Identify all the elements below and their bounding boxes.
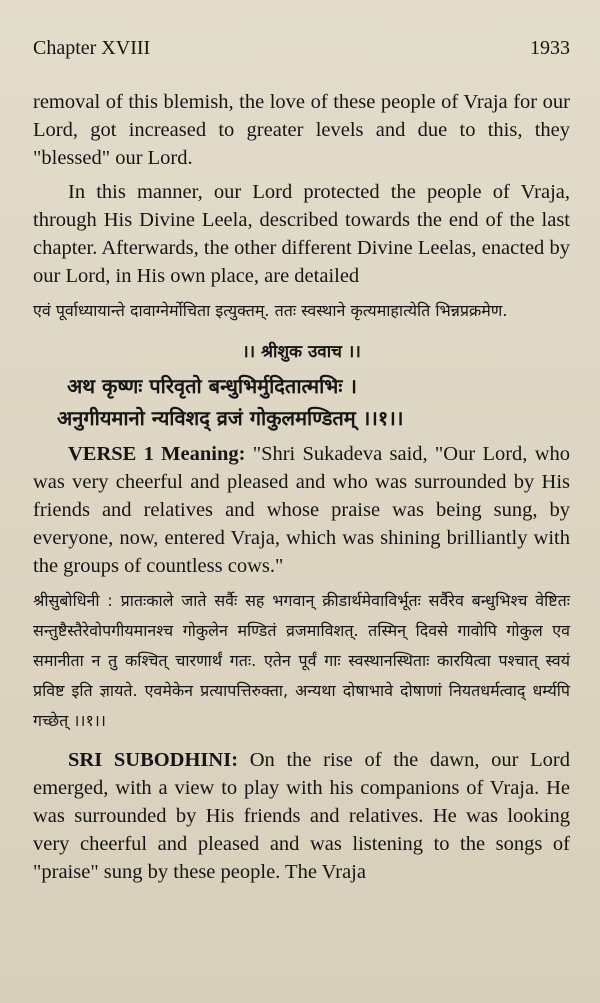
verse-meaning-text: "Shri Sukadeva said, "Our Lord, who was very cheerful and pleased and who was surrounded by His friends and relatives and whose praise was being sung, by everyone, now, entered Vraja, which was shining brilliantly with the groups of countless cows." <box>33 443 570 577</box>
subodhini-hindi-commentary: श्रीसुबोधिनी : प्रातःकाले जाते सर्वैः सह भगवान् क्रीडार्थमेवाविर्भूतः सर्वैरेव बन्धुभिश्च वेष्टितः सन्तुष्टैस्तैरेवोपगीयमानश्च गोकुलेन मण्डितं व्रजमाविशत्. तस्मिन् दिवसे गावोपि गोकुल एव समानीता न तु कश्चित् चारणार्थं गतः. एतेन पूर्वं गाः स्वस्थानस्थिताः कारयित्वा पश्चात् स्वयं प्रविष्ट इति ज्ञायते. एवमेकेन प्रत्यापत्तिरुक्ता, अन्यथा दोषाभावे दोषाणां नियतधर्मत्वाद् धर्म्यपि गच्छेत् ।।१।। <box>33 591 570 730</box>
verse-meaning-label: VERSE 1 Meaning: <box>68 443 246 465</box>
chapter-heading: Chapter XVIII <box>33 37 151 59</box>
verse-meaning-paragraph <box>33 440 570 580</box>
sanskrit-verse-line-1: अथ कृष्णः परिवृतो बन्धुभिर्मुदितात्मभिः । <box>67 374 357 398</box>
page-header <box>33 34 570 62</box>
paragraph-intro: In this manner, our Lord protected the people of Vraja, through His Divine Leela, described towards the end of the last chapter. Afterwards, the other different Divine Leelas, enacted by our Lord, in His own place, are detailed <box>33 181 570 287</box>
page-number: 1933 <box>530 37 570 59</box>
subodhini-english-paragraph <box>33 746 570 886</box>
hindi-intro-text: एवं पूर्वाध्यायान्ते दावाग्नेर्मोचिता इत्युक्तम्. ततः स्वस्थाने कृत्यमाहात्येति भिन्नप्रक्रमेण. <box>33 301 508 320</box>
paragraph-continued: removal of this blemish, the love of these people of Vraja for our Lord, got increased to greater levels and due to this, they "blessed" our Lord. <box>33 91 570 169</box>
sanskrit-verse-line-2: अनुगीयमानो न्यविशद् व्रजं गोकुलमण्डितम् ।।१।। <box>57 406 404 430</box>
subodhini-english-text: On the rise of the dawn, our Lord emerged, with a view to play with his companions of Vraja. He was surrounded by His friends and relatives. He was looking very cheerful and pleased and was listening to the songs of "praise" sung by these people. The Vraja <box>33 749 570 883</box>
sanskrit-verse-title: ।। श्रीशुक उवाच ।। <box>242 342 361 362</box>
subodhini-label: SRI SUBODHINI: <box>68 749 239 771</box>
